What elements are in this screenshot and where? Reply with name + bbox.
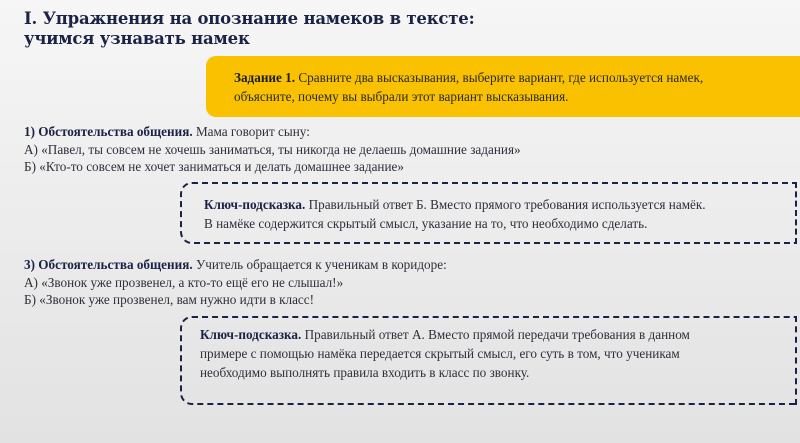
task-label: Задание 1. bbox=[234, 70, 296, 85]
exercise-3 bbox=[24, 256, 447, 309]
exercise-3-label: Обстоятельства общения. bbox=[38, 257, 193, 272]
exercise-1-option-a: А) «Павел, ты совсем не хочешь заниматься, ты никогда не делаешь домашние задания» bbox=[24, 141, 521, 157]
hint-2-line-3: необходимо выполнять правила входить в класс по звонку. bbox=[200, 365, 530, 380]
hint-1-label: Ключ-подсказка. bbox=[204, 197, 306, 212]
task-text bbox=[234, 68, 794, 106]
exercise-3-option-a: А) «Звонок уже прозвенел, а кто-то ещё его не слышал!» bbox=[24, 274, 344, 290]
exercise-1-option-b: Б) «Кто-то совсем не хочет заниматься и делать домашнее задание» bbox=[24, 159, 404, 174]
exercise-3-context: Учитель обращается к ученикам в коридоре: bbox=[192, 257, 447, 272]
hint-2-text bbox=[200, 325, 790, 382]
exercise-1-label: Обстоятельства общения. bbox=[38, 124, 193, 139]
hint-1-text bbox=[204, 195, 784, 233]
hint-1-line-2: В намёке содержится скрытый смысл, указание на то, что необходимо сделать. bbox=[204, 216, 648, 231]
hint-2-line-2: примере с помощью намёка передается скрытый смысл, его суть в том, что ученикам bbox=[200, 346, 680, 361]
hint-1-line-1: Правильный ответ Б. Вместо прямого требования используется намёк. bbox=[305, 197, 706, 212]
title-line-1: I. Упражнения на опознание намеков в тексте: bbox=[24, 9, 475, 28]
task-line-2: объясните, почему вы выбрали этот вариант высказывания. bbox=[234, 89, 569, 104]
task-line-1: Сравните два высказывания, выберите вариант, где используется намек, bbox=[295, 70, 704, 85]
slide-title bbox=[24, 9, 474, 49]
exercise-1-context: Мама говорит сыну: bbox=[192, 124, 310, 139]
hint-2-line-1: Правильный ответ А. Вместо прямой передачи требования в данном bbox=[301, 327, 690, 342]
exercise-3-option-b: Б) «Звонок уже прозвенел, вам нужно идти в класс! bbox=[24, 292, 315, 307]
title-line-2: учимся узнавать намек bbox=[24, 29, 250, 48]
hint-2-label: Ключ-подсказка. bbox=[200, 327, 302, 342]
exercise-1 bbox=[24, 123, 521, 176]
exercise-1-number: 1) bbox=[24, 124, 35, 139]
exercise-3-number: 3) bbox=[24, 257, 35, 272]
